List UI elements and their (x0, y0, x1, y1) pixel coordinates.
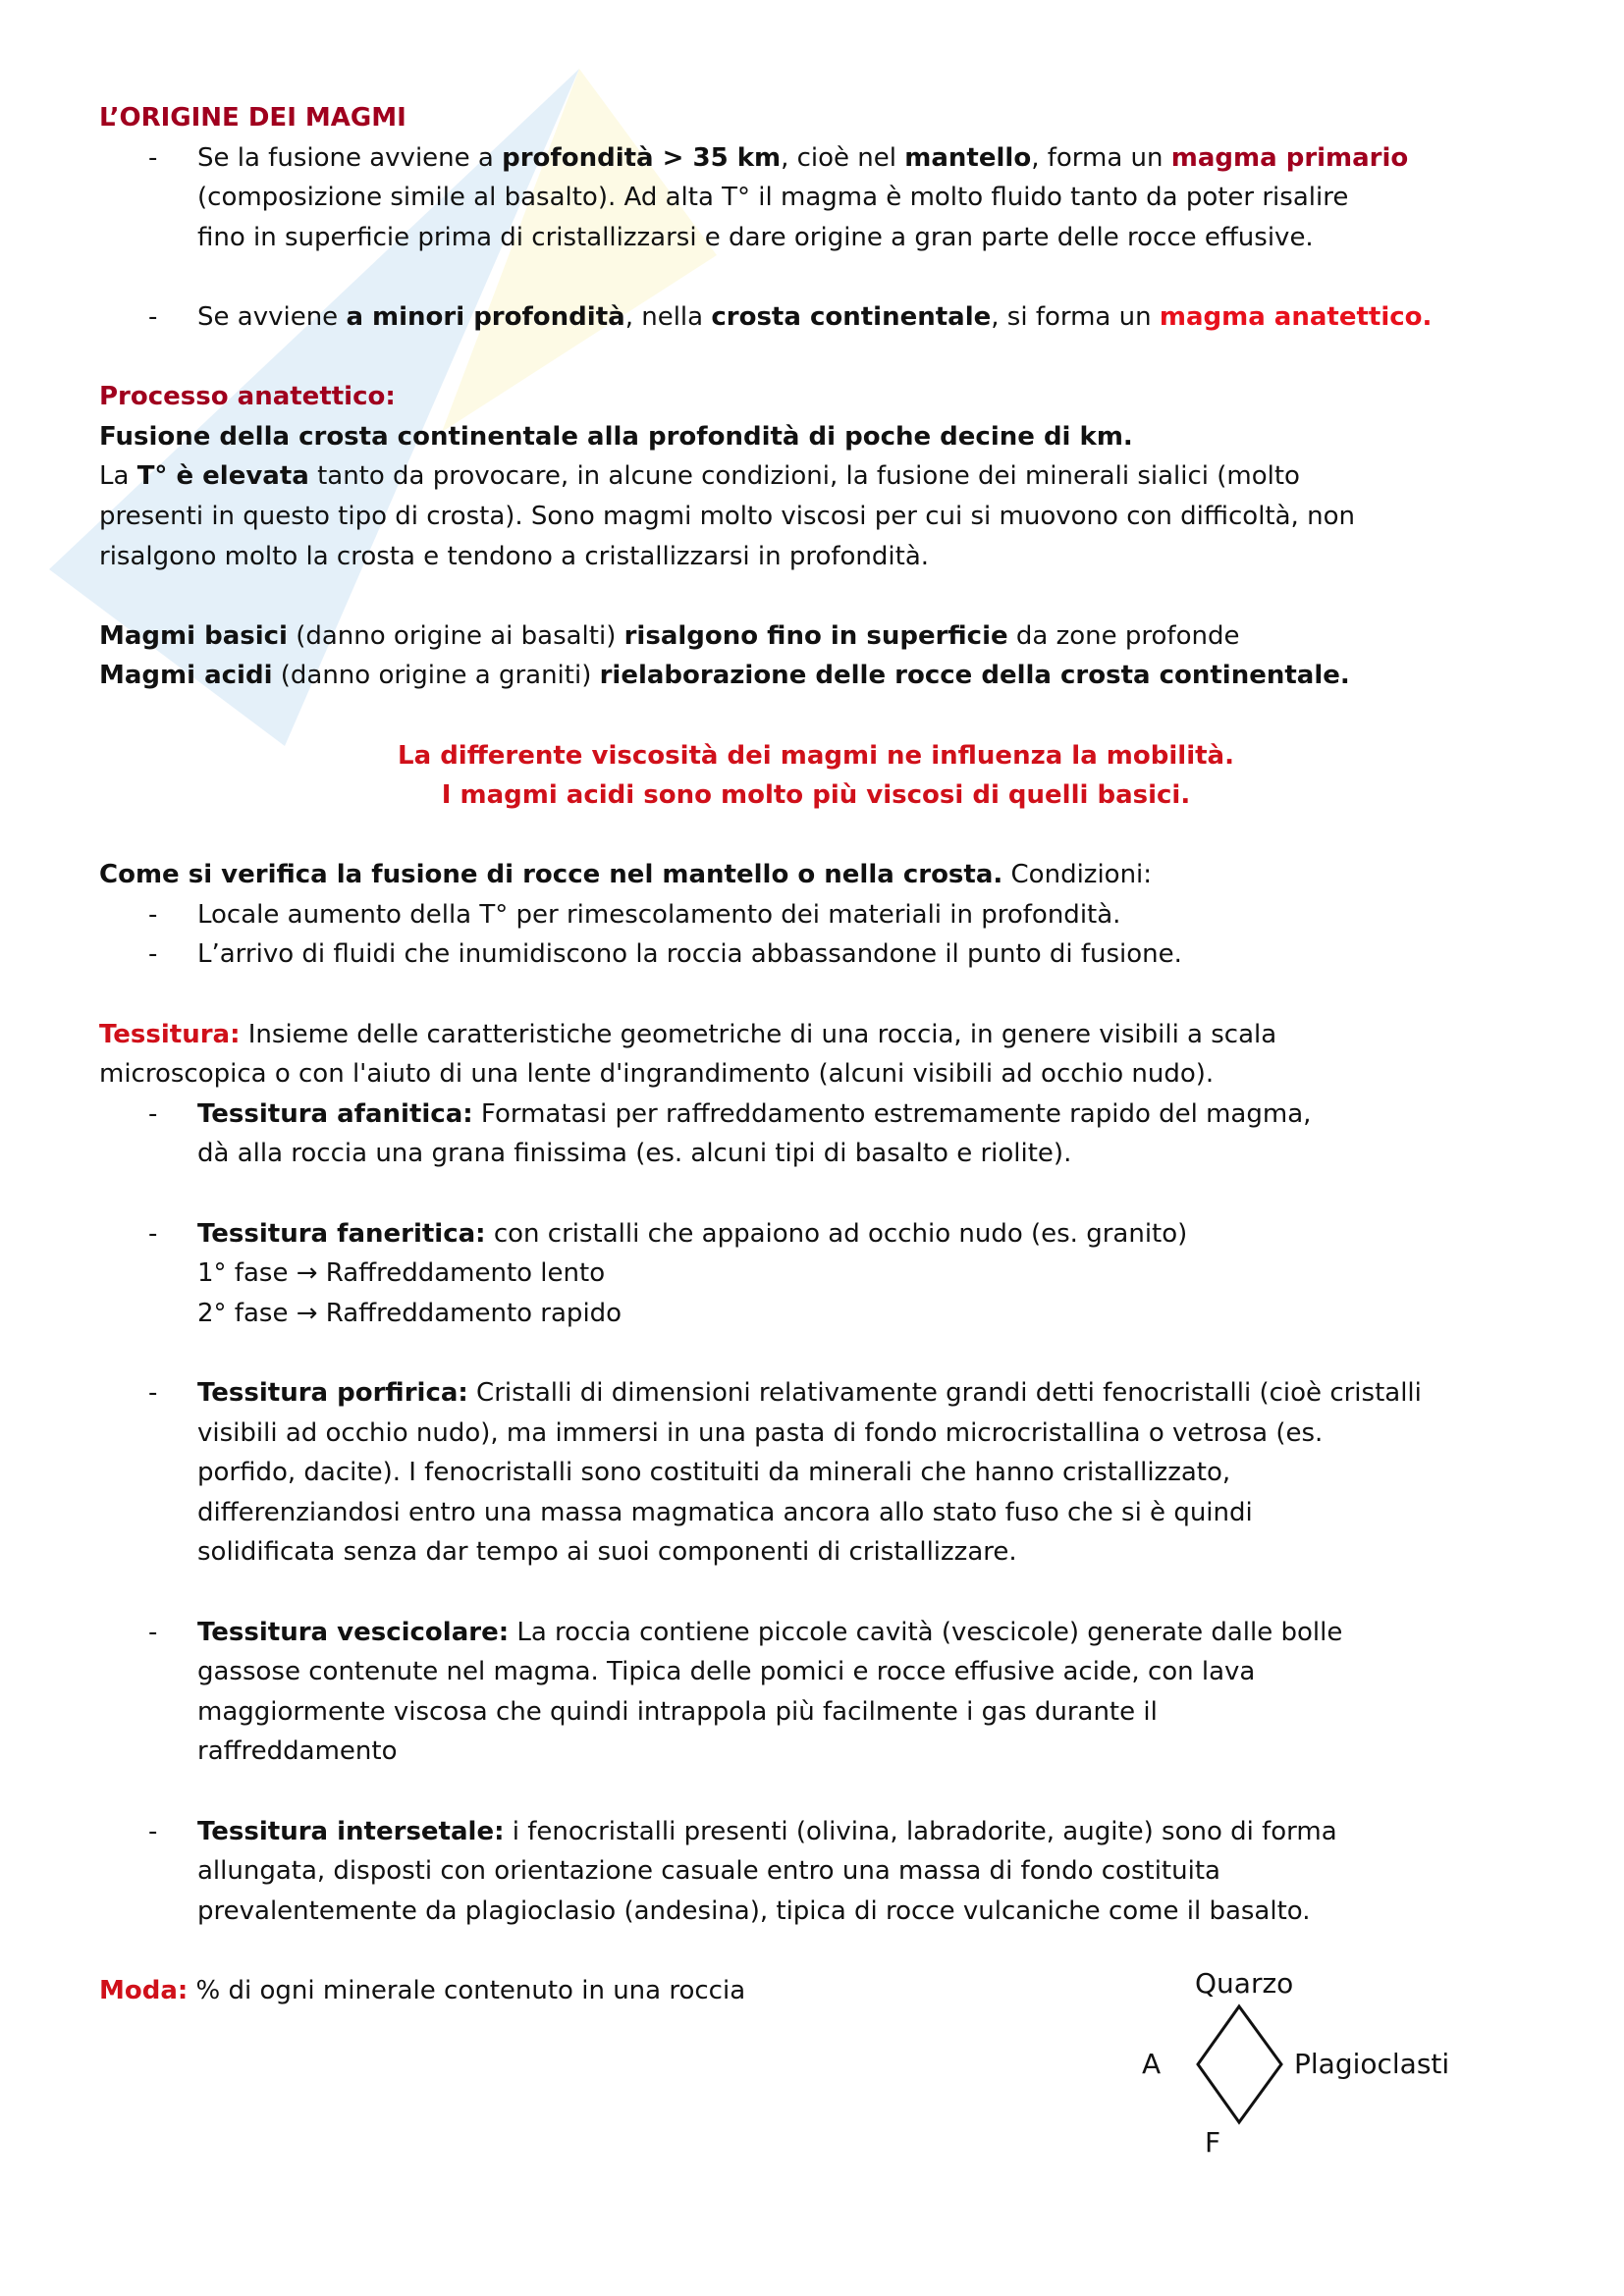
text-segment: , cioè nel (781, 142, 905, 173)
bold-text: Tessitura afanitica: (197, 1098, 473, 1129)
text-segment: da zone profonde (1007, 620, 1240, 651)
text-segment: , si forma un (991, 301, 1160, 332)
text-segment: Condizioni: (1002, 860, 1153, 890)
blank-line (99, 816, 1533, 856)
text-line (99, 1054, 1533, 1095)
text-line (99, 736, 1533, 776)
bold-text: profondità > 35 km (502, 142, 782, 173)
diamond-shape (1119, 1963, 1512, 2179)
text-line (99, 1692, 1533, 1733)
blank-line (99, 696, 1533, 736)
text-segment: gassose contenute nel magma. Tipica delle pomici e rocce effusive acide, con lava (197, 1657, 1256, 1687)
highlight-text: magma primario (1170, 142, 1409, 173)
text-line (99, 1294, 1533, 1334)
text-line (99, 1532, 1533, 1573)
text-segment: raffreddamento (197, 1736, 398, 1767)
text-segment: (composizione simile al basalto). Ad alta T° il magma è molto fluido tanto da poter risalire (197, 183, 1349, 213)
text-segment: prevalentemente da plagioclasio (andesina), tipica di rocce vulcaniche come il basalto. (197, 1896, 1311, 1926)
diagram-label-top: Quarzo (1195, 1967, 1294, 2000)
text-line (99, 497, 1533, 537)
text-line (99, 1892, 1533, 1932)
text-segment: , nella (624, 301, 712, 332)
text-segment: tanto da provocare, in alcune condizioni, la fusione dei minerali sialici (molto (308, 461, 1300, 492)
text-segment: (danno origine ai basalti) (287, 620, 624, 651)
text-segment: Locale aumento della T° per rimescolamento dei materiali in profondità. (197, 899, 1121, 930)
bullet-item (99, 934, 1533, 975)
mineral-diamond-diagram (1119, 1963, 1512, 2179)
bold-text: mantello (904, 142, 1032, 173)
text-line (99, 1453, 1533, 1493)
text-segment: risalgono molto la crosta e tendono a cristallizzarsi in profondità. (99, 541, 930, 571)
text-segment: Se la fusione avviene a (197, 142, 503, 173)
highlight-text: Tessitura: (99, 1019, 241, 1049)
bullet-item (99, 1613, 1533, 1653)
text-line (99, 775, 1533, 816)
text-line (99, 456, 1533, 497)
text-segment: maggiormente viscosa che quindi intrappola più facilmente i gas durante il (197, 1696, 1158, 1727)
text-segment: (danno origine a graniti) (272, 661, 600, 691)
bold-text: Tessitura porfirica: (197, 1378, 468, 1408)
text-segment: La roccia contiene piccole cavità (vescicole) generate dalle bolle (509, 1617, 1343, 1647)
bold-text: T° è elevata (136, 461, 309, 492)
blank-line (99, 1333, 1533, 1373)
bold-text: rielaborazione delle rocce della crosta continentale. (599, 661, 1350, 691)
text-segment: , forma un (1031, 142, 1171, 173)
highlight-text: Moda: (99, 1975, 189, 2005)
bold-text: a minori profondità (346, 301, 625, 332)
bullet-item (99, 297, 1533, 338)
text-line (99, 1851, 1533, 1892)
text-line (99, 1732, 1533, 1772)
text-segment: % di ogni minerale contenuto in una roccia (188, 1975, 746, 2005)
bold-text: Magmi acidi (99, 661, 273, 691)
bullet-dash: - (148, 1098, 158, 1129)
bullet-item (99, 895, 1533, 935)
text-line (99, 1254, 1533, 1294)
text-line (99, 98, 1533, 138)
bullet-dash: - (148, 1617, 158, 1647)
text-line (99, 178, 1533, 218)
text-line (99, 1414, 1533, 1454)
text-line (99, 616, 1533, 657)
text-segment: dà alla roccia una grana finissima (es. alcuni tipi di basalto e riolite). (197, 1139, 1072, 1169)
text-segment: i fenocristalli presenti (olivina, labradorite, augite) sono di forma (504, 1816, 1337, 1846)
bullet-item (99, 1095, 1533, 1135)
bullet-dash: - (148, 1218, 158, 1249)
text-line (99, 1134, 1533, 1174)
text-segment: con cristalli che appaiono ad occhio nudo (es. granito) (485, 1218, 1188, 1249)
text-segment: presenti in questo tipo di crosta). Sono magmi molto viscosi per cui si muovono con difficoltà, non (99, 501, 1355, 531)
text-segment: porfido, dacite). I fenocristalli sono costituiti da minerali che hanno cristallizzato, (197, 1458, 1231, 1488)
bullet-dash: - (148, 1378, 158, 1408)
text-segment: La (99, 461, 137, 492)
highlight-text: Processo anatettico: (99, 382, 396, 412)
document-body (99, 98, 1533, 2011)
bullet-dash: - (148, 301, 158, 332)
blank-line (99, 1772, 1533, 1812)
blank-line (99, 576, 1533, 616)
text-segment: fino in superficie prima di cristallizzarsi e dare origine a gran parte delle rocce effusive. (197, 222, 1314, 252)
text-segment: Se avviene (197, 301, 347, 332)
text-segment: L’arrivo di fluidi che inumidiscono la roccia abbassandone il punto di fusione. (197, 939, 1182, 970)
diagram-label-bottom: F (1205, 2126, 1221, 2159)
highlight-text: L’ORIGINE DEI MAGMI (99, 103, 406, 133)
diagram-label-left: A (1142, 2048, 1162, 2080)
diagram-label-right: Plagioclasti (1294, 2048, 1450, 2080)
text-line (99, 377, 1533, 417)
blank-line (99, 975, 1533, 1015)
bullet-item (99, 138, 1533, 179)
blank-line (99, 338, 1533, 378)
text-segment: Formatasi per raffreddamento estremamente rapido del magma, (472, 1098, 1312, 1129)
text-line (99, 417, 1533, 457)
text-line (99, 537, 1533, 577)
bold-text: risalgono fino in superficie (623, 620, 1008, 651)
bullet-item (99, 1373, 1533, 1414)
bullet-dash: - (148, 1816, 158, 1846)
bold-text: Tessitura intersetale: (197, 1816, 505, 1846)
text-segment: differenziandosi entro una massa magmatica ancora allo stato fuso che si è quindi (197, 1497, 1253, 1527)
bold-text: Fusione della crosta continentale alla profondità di poche decine di km. (99, 421, 1133, 452)
blank-line (99, 257, 1533, 297)
text-segment: microscopica o con l'aiuto di una lente d'ingrandimento (alcuni visibili ad occhio nudo). (99, 1059, 1215, 1090)
bullet-item (99, 1214, 1533, 1255)
bold-text: Magmi basici (99, 620, 288, 651)
highlight-text: La differente viscosità dei magmi ne influenza la mobilità. (398, 740, 1234, 771)
text-segment: allungata, disposti con orientazione casuale entro una massa di fondo costituita (197, 1856, 1220, 1887)
highlight-text: I magmi acidi sono molto più viscosi di quelli basici. (441, 780, 1191, 811)
blank-line (99, 1174, 1533, 1214)
highlight-text: magma anatettico. (1159, 301, 1433, 332)
bullet-dash: - (148, 939, 158, 970)
text-segment: Insieme delle caratteristiche geometriche di una roccia, in genere visibili a scala (240, 1019, 1277, 1049)
text-segment: solidificata senza dar tempo ai suoi componenti di cristallizzare. (197, 1537, 1017, 1568)
text-segment: 2° fase → Raffreddamento rapido (197, 1298, 623, 1328)
text-line (99, 1015, 1533, 1055)
bold-text: Tessitura vescicolare: (197, 1617, 510, 1647)
text-line (99, 1652, 1533, 1692)
bold-text: Come si verifica la fusione di rocce nel mantello o nella crosta. (99, 860, 1003, 890)
bullet-dash: - (148, 899, 158, 930)
text-line (99, 1493, 1533, 1533)
bullet-dash: - (148, 142, 158, 173)
blank-line (99, 1573, 1533, 1613)
text-line (99, 218, 1533, 258)
text-segment: Cristalli di dimensioni relativamente grandi detti fenocristalli (cioè cristalli (467, 1378, 1422, 1408)
text-segment: 1° fase → Raffreddamento lento (197, 1258, 606, 1289)
text-line (99, 656, 1533, 696)
text-line (99, 855, 1533, 895)
bullet-item (99, 1812, 1533, 1852)
text-segment: visibili ad occhio nudo), ma immersi in una pasta di fondo microcristallina o vetrosa (es. (197, 1417, 1324, 1448)
bold-text: Tessitura faneritica: (197, 1218, 486, 1249)
bold-text: crosta continentale (711, 301, 992, 332)
